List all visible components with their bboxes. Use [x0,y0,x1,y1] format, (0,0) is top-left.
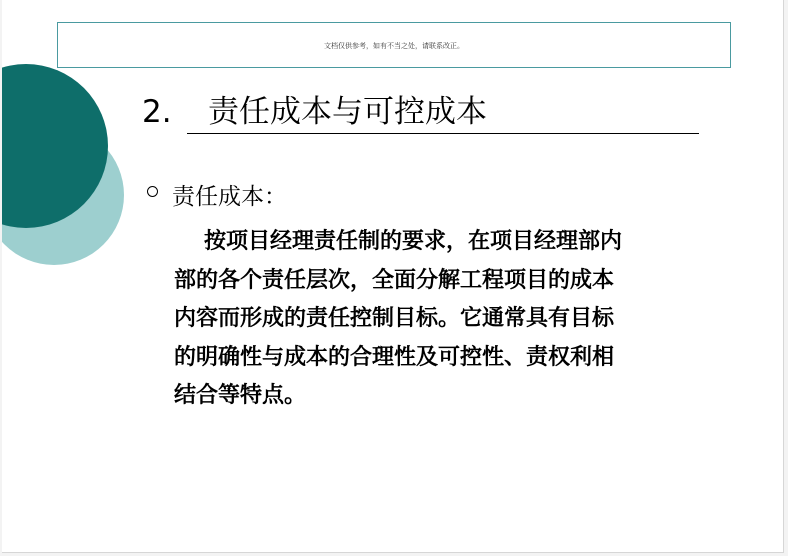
bullet-heading: 责任成本： [172,184,287,210]
body-paragraph [174,223,700,416]
notice-banner [57,22,731,68]
slide-title [142,86,487,131]
body-line: 内容而形成的责任控制目标。它通常具有目标 [174,306,615,331]
bullet-circle-icon [147,186,158,197]
body-line: 按项目经理责任制的要求，在项目经理部内 [204,229,623,254]
notice-text: 文档仅供参考，如有不当之处，请联系改正。 [324,42,464,50]
document-page [2,0,784,553]
body-line: 的明确性与成本的合理性及可控性、责权利相 [174,344,615,370]
body-line: 结合等特点。 [174,383,307,408]
title-number: 2. [142,94,172,130]
title-text: 责任成本与可控成本 [208,94,487,130]
title-underline [187,133,699,134]
body-line: 部的各个责任层次，全面分解工程项目的成本 [174,267,615,293]
